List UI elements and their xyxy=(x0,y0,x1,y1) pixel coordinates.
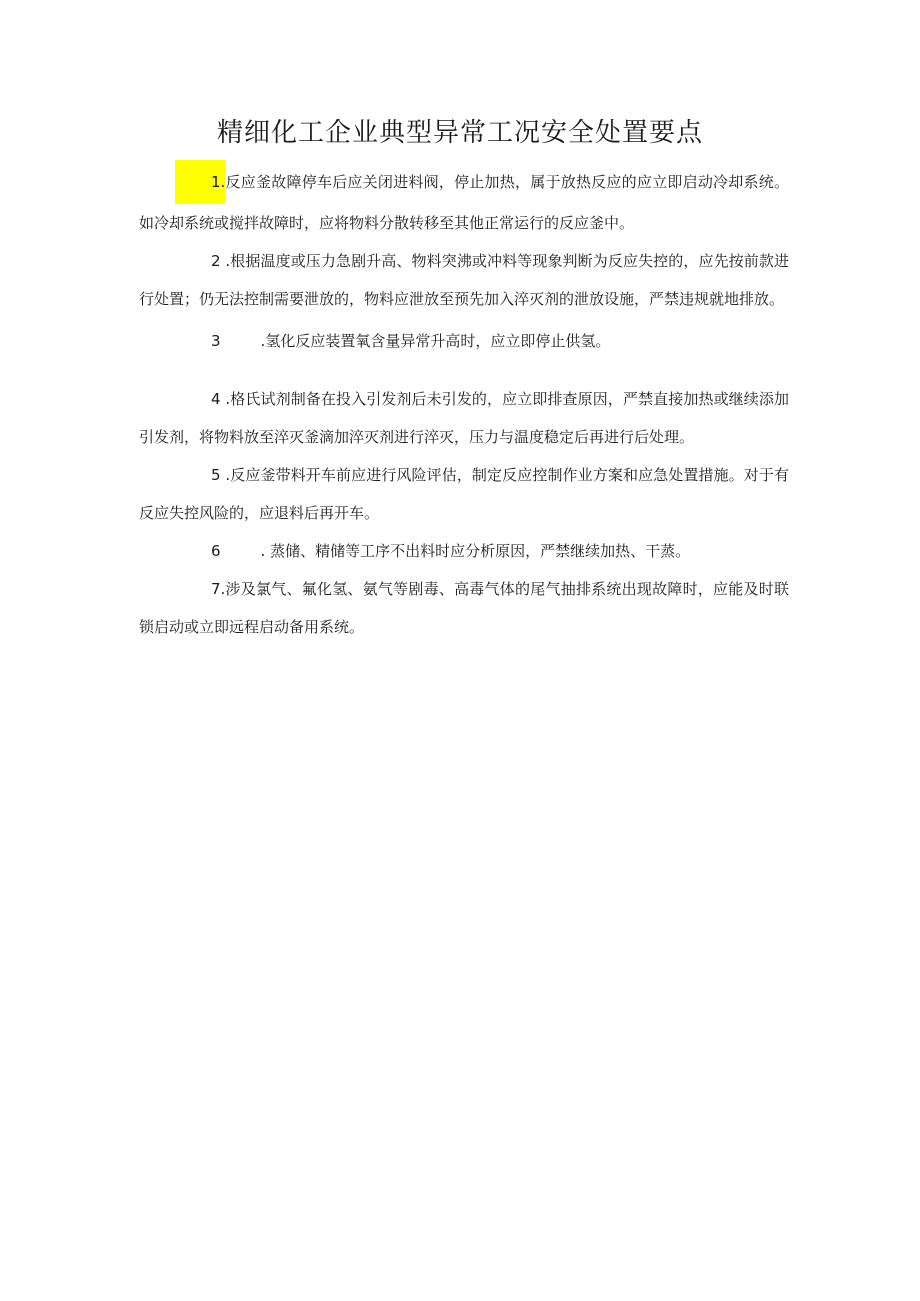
paragraph-number: 4 xyxy=(211,390,221,408)
paragraph-number: 3 xyxy=(211,332,221,350)
document-title: 精细化工企业典型异常工况安全处置要点 xyxy=(216,118,703,148)
paragraph-number: 5 xyxy=(211,466,221,484)
paragraph-number: 7. xyxy=(211,580,226,598)
paragraph-1 xyxy=(139,160,789,242)
paragraph-4 xyxy=(139,380,789,456)
paragraph-text: .格氏试剂制备在投入引发剂后未引发的，应立即排查原因，严禁直接加热或继续添加引发剂，将物料放至淬灭釜滴加淬灭剂进行淬灭，压力与温度稳定后再进行后处理。 xyxy=(139,390,789,446)
paragraph-text: . 蒸储、精储等工序不出料时应分析原因，严禁继续加热、干蒸。 xyxy=(260,542,691,560)
paragraph-3 xyxy=(139,322,789,360)
paragraph-2 xyxy=(139,242,789,318)
paragraph-7 xyxy=(139,570,789,646)
paragraph-text: .反应釜带料开车前应进行风险评估，制定反应控制作业方案和应急处置措施。对于有反应失控风险的，应退料后再开车。 xyxy=(139,466,789,522)
document-body xyxy=(139,160,789,646)
paragraph-text: .根据温度或压力急剧升高、物料突沸或冲料等现象判断为反应失控的，应先按前款进行处置；仍无法控制需要泄放的，物料应泄放至预先加入淬灭剂的泄放设施，严禁违规就地排放。 xyxy=(139,252,789,308)
paragraph-text: .氢化反应装置氧含量异常升高时，应立即停止供氢。 xyxy=(260,332,611,350)
paragraph-text: 涉及氯气、氟化氢、氨气等剧毒、高毒气体的尾气抽排系统出现故障时，应能及时联锁启动或立即远程启动备用系统。 xyxy=(139,580,789,636)
paragraph-6 xyxy=(139,532,789,570)
paragraph-number-highlighted: 1. xyxy=(175,160,225,204)
paragraph-5 xyxy=(139,456,789,532)
paragraph-text: 反应釜故障停车后应关闭进料阀，停止加热，属于放热反应的应立即启动冷却系统。如冷却系统或搅拌故障时，应将物料分散转移至其他正常运行的反应釜中。 xyxy=(139,173,789,232)
paragraph-number: 2 xyxy=(211,252,221,270)
paragraph-number: 6 xyxy=(211,542,221,560)
